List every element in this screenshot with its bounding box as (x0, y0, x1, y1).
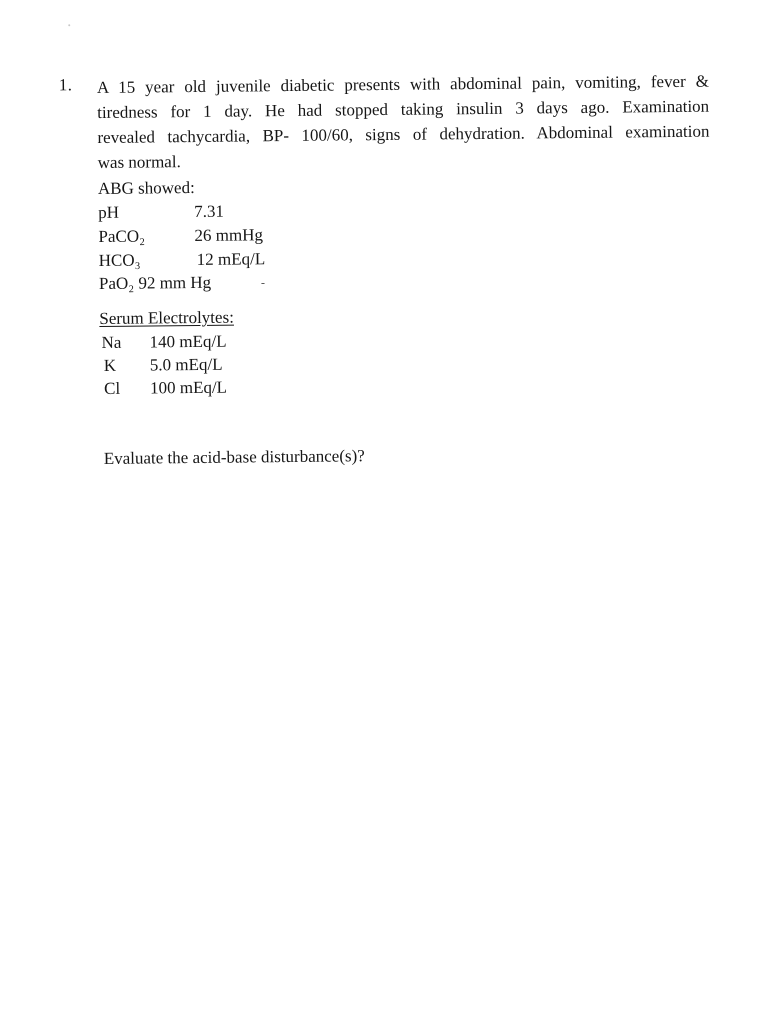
case-line: tiredness for 1 day. He had stopped taking insulin 3 days ago. Examination (97, 96, 710, 123)
electrolyte-value: 5.0 mEq/L (149, 354, 223, 375)
case-line: A 15 year old juvenile diabetic presents with abdominal pain, vomiting, fever & (96, 71, 709, 98)
electrolyte-label: K (103, 355, 117, 375)
electrolyte-row-cl (4, 372, 768, 398)
question-prompt: Evaluate the acid-base disturbance(s)? (103, 446, 365, 468)
case-line: was normal. (97, 152, 181, 173)
electrolyte-label: Na (101, 332, 122, 352)
scan-speck (68, 24, 70, 26)
abg-value: 7.31 (194, 201, 225, 221)
abg-value: 26 mmHg (194, 225, 264, 245)
abg-row-pao2 (99, 273, 211, 294)
electrolytes-heading: Serum Electrolytes: (99, 307, 234, 328)
pao2-text: PaO₂ 92 mm Hg (98, 272, 212, 293)
abg-label: pH (98, 202, 120, 223)
pen-mark: - (260, 275, 266, 290)
electrolyte-value: 100 mEq/L (149, 377, 228, 398)
case-description (97, 69, 710, 175)
abg-heading: ABG showed: (97, 177, 195, 199)
abg-label: HCO₃ (98, 250, 141, 271)
electrolyte-value: 140 mEq/L (149, 331, 227, 352)
abg-value: 12 mEq/L (196, 249, 266, 269)
abg-label: PaCO₂ (98, 226, 146, 247)
case-line: revealed tachycardia, BP- 100/60, signs of dehydration. Abdominal examination (97, 121, 710, 148)
question-number: 1. (58, 75, 73, 95)
electrolyte-label: Cl (103, 378, 121, 398)
